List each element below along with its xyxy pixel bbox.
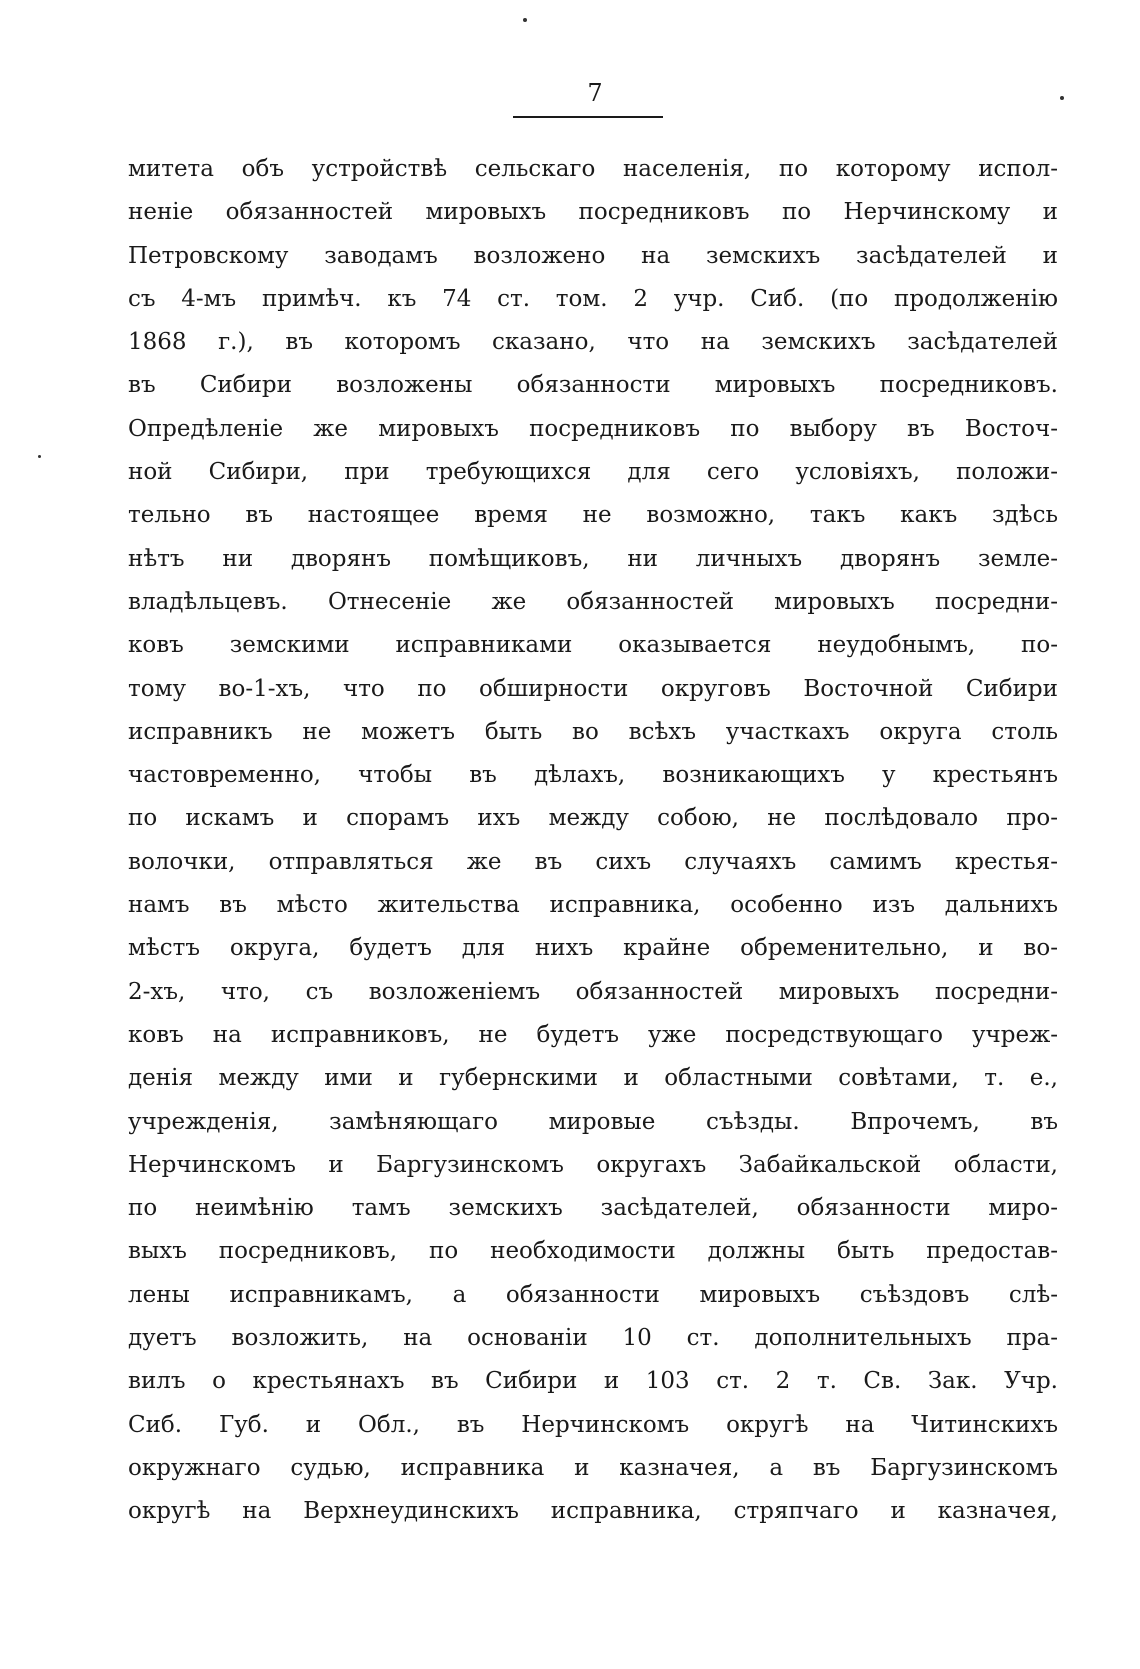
text-line: съ 4-мъ примѣч. къ 74 ст. том. 2 учр. Сиб. (по продолженію	[128, 285, 1058, 312]
text-line: неніе обязанностей мировыхъ посредниковъ по Нерчинскому и	[128, 199, 1058, 226]
text-line: нѣтъ ни дворянъ помѣщиковъ, ни личныхъ дворянъ земле-	[128, 545, 1058, 572]
text-line: частовременно, чтобы въ дѣлахъ, возникающихъ у крестьянъ	[128, 762, 1058, 789]
scan-speck	[38, 455, 41, 458]
text-line: окружнаго судью, исправника и казначея, а въ Баргузинскомъ	[128, 1454, 1058, 1481]
text-line: денія между ими и губернскими и областными совѣтами, т. е.,	[128, 1065, 1058, 1092]
header-rule	[513, 116, 663, 118]
text-line: выхъ посредниковъ, по необходимости должны быть предостав-	[128, 1238, 1058, 1265]
page-number: 7	[587, 79, 603, 107]
text-line: Нерчинскомъ и Баргузинскомъ округахъ Забайкальской области,	[128, 1151, 1058, 1178]
text-line: тельно въ настоящее время не возможно, такъ какъ здѣсь	[128, 502, 1058, 529]
text-line: Опредѣленіе же мировыхъ посредниковъ по выбору въ Восточ-	[128, 415, 1058, 442]
text-line: учрежденія, замѣняющаго мировые съѣзды. Впрочемъ, въ	[128, 1108, 1058, 1135]
text-line: 2-хъ, что, съ возложеніемъ обязанностей мировыхъ посредни-	[128, 978, 1058, 1005]
text-line: ной Сибири, при требующихся для сего условіяхъ, положи-	[128, 459, 1058, 486]
body-text	[128, 148, 1058, 1534]
text-line: Сиб. Губ. и Обл., въ Нерчинскомъ округѣ на Читинскихъ	[128, 1411, 1058, 1438]
text-line: Петровскому заводамъ возложено на земскихъ засѣдателей и	[128, 242, 1058, 269]
text-line: по искамъ и спорамъ ихъ между собою, не послѣдовало про-	[128, 805, 1058, 832]
text-line: ковъ земскими исправниками оказывается неудобнымъ, по-	[128, 632, 1058, 659]
text-line: 1868 г.), въ которомъ сказано, что на земскихъ засѣдателей	[128, 329, 1058, 356]
text-line: дуетъ возложить, на основаніи 10 ст. дополнительныхъ пра-	[128, 1325, 1058, 1352]
text-line: лены исправникамъ, а обязанности мировыхъ съѣздовъ слѣ-	[128, 1281, 1058, 1308]
text-line: мѣстъ округа, будетъ для нихъ крайне обременительно, и во-	[128, 935, 1058, 962]
text-line: намъ въ мѣсто жительства исправника, особенно изъ дальнихъ	[128, 892, 1058, 919]
scan-speck	[523, 18, 527, 22]
text-line: вилъ о крестьянахъ въ Сибири и 103 ст. 2 т. Св. Зак. Учр.	[128, 1368, 1058, 1395]
text-line: владѣльцевъ. Отнесеніе же обязанностей мировыхъ посредни-	[128, 588, 1058, 615]
text-line: ковъ на исправниковъ, не будетъ уже посредствующаго учреж-	[128, 1021, 1058, 1048]
text-line: исправникъ не можетъ быть во всѣхъ участкахъ округа столь	[128, 718, 1058, 745]
text-line: округѣ на Верхнеудинскихъ исправника, стряпчаго и казначея,	[128, 1498, 1058, 1525]
text-line: въ Сибири возложены обязанности мировыхъ посредниковъ.	[128, 372, 1058, 399]
text-line: волочки, отправляться же въ сихъ случаяхъ самимъ крестья-	[128, 848, 1058, 875]
text-line: тому во-1-хъ, что по обширности округовъ Восточной Сибири	[128, 675, 1058, 702]
text-line: митета объ устройствѣ сельскаго населенія, по которому испол-	[128, 156, 1058, 182]
text-line: по неимѣнію тамъ земскихъ засѣдателей, обязанности миро-	[128, 1195, 1058, 1222]
